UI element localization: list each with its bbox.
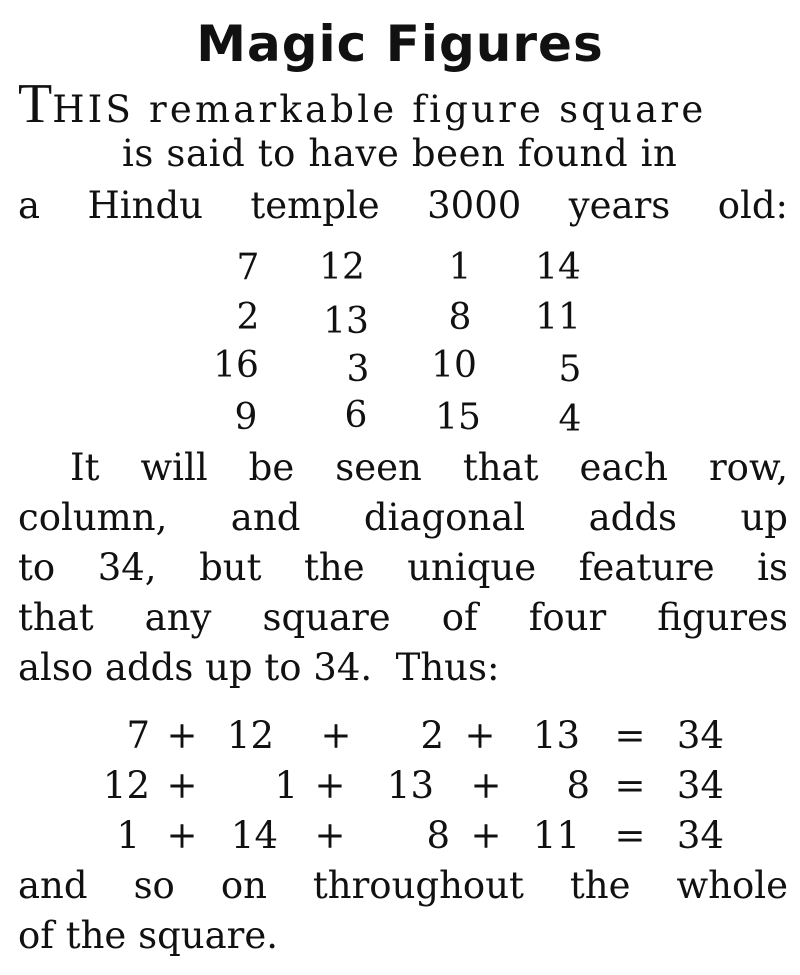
equation-result: 34 xyxy=(676,714,724,757)
square-cell: 6 xyxy=(344,395,368,436)
equation-result: 34 xyxy=(676,814,724,857)
plus-sign: + xyxy=(470,814,502,857)
square-cell: 2 xyxy=(236,297,260,338)
equation-term: 14 xyxy=(230,814,278,857)
plus-sign: + xyxy=(314,814,346,857)
square-cell: 15 xyxy=(435,397,481,438)
explanation-line-4: that any square of four figures xyxy=(18,596,788,639)
plus-sign: + xyxy=(166,714,198,757)
intro-line-1-text: HIS remarkable figure square xyxy=(52,88,707,131)
equation-term: 2 xyxy=(420,714,444,757)
square-cell: 7 xyxy=(236,247,260,288)
equation-term: 11 xyxy=(532,814,580,857)
square-cell: 10 xyxy=(431,345,477,386)
square-cell: 4 xyxy=(558,399,582,440)
explanation-line-3: to 34, but the unique feature is xyxy=(18,546,788,589)
closing-line-2: of the square. xyxy=(18,914,278,957)
square-cell: 11 xyxy=(535,297,581,338)
equation-term: 13 xyxy=(532,714,580,757)
plus-sign: + xyxy=(470,764,502,807)
intro-line-2: is said to have been found in xyxy=(122,132,678,175)
explanation-line-2: column, and diagonal adds up xyxy=(18,496,788,539)
intro-line-3: a Hindu temple 3000 years old: xyxy=(18,184,788,227)
equals-sign: = xyxy=(614,714,646,757)
plus-sign: + xyxy=(166,814,198,857)
plus-sign: + xyxy=(166,764,198,807)
explanation-line-1: It will be seen that each row, xyxy=(70,446,788,489)
square-cell: 8 xyxy=(448,297,472,338)
square-cell: 3 xyxy=(346,349,370,390)
equation-term: 12 xyxy=(226,714,274,757)
square-cell: 9 xyxy=(234,397,258,438)
equation-result: 34 xyxy=(676,764,724,807)
equation-term: 8 xyxy=(426,814,450,857)
plus-sign: + xyxy=(320,714,352,757)
plus-sign: + xyxy=(464,714,496,757)
equation-term: 1 xyxy=(116,814,140,857)
square-cell: 12 xyxy=(319,247,365,288)
equals-sign: = xyxy=(614,814,646,857)
square-cell: 1 xyxy=(448,247,472,288)
square-cell: 14 xyxy=(535,247,581,288)
equation-term: 13 xyxy=(386,764,434,807)
article-title: Magic Figures xyxy=(196,15,604,73)
equals-sign: = xyxy=(614,764,646,807)
square-cell: 5 xyxy=(558,349,582,390)
equation-term: 7 xyxy=(126,714,150,757)
closing-line-1: and so on throughout the whole xyxy=(18,864,788,907)
drop-cap: T xyxy=(18,73,53,135)
equation-term: 8 xyxy=(566,764,590,807)
equation-term: 1 xyxy=(274,764,298,807)
square-cell: 16 xyxy=(213,345,259,386)
plus-sign: + xyxy=(314,764,346,807)
square-cell: 13 xyxy=(323,301,369,342)
equation-term: 12 xyxy=(102,764,150,807)
explanation-line-5: also adds up to 34. Thus: xyxy=(18,646,500,689)
